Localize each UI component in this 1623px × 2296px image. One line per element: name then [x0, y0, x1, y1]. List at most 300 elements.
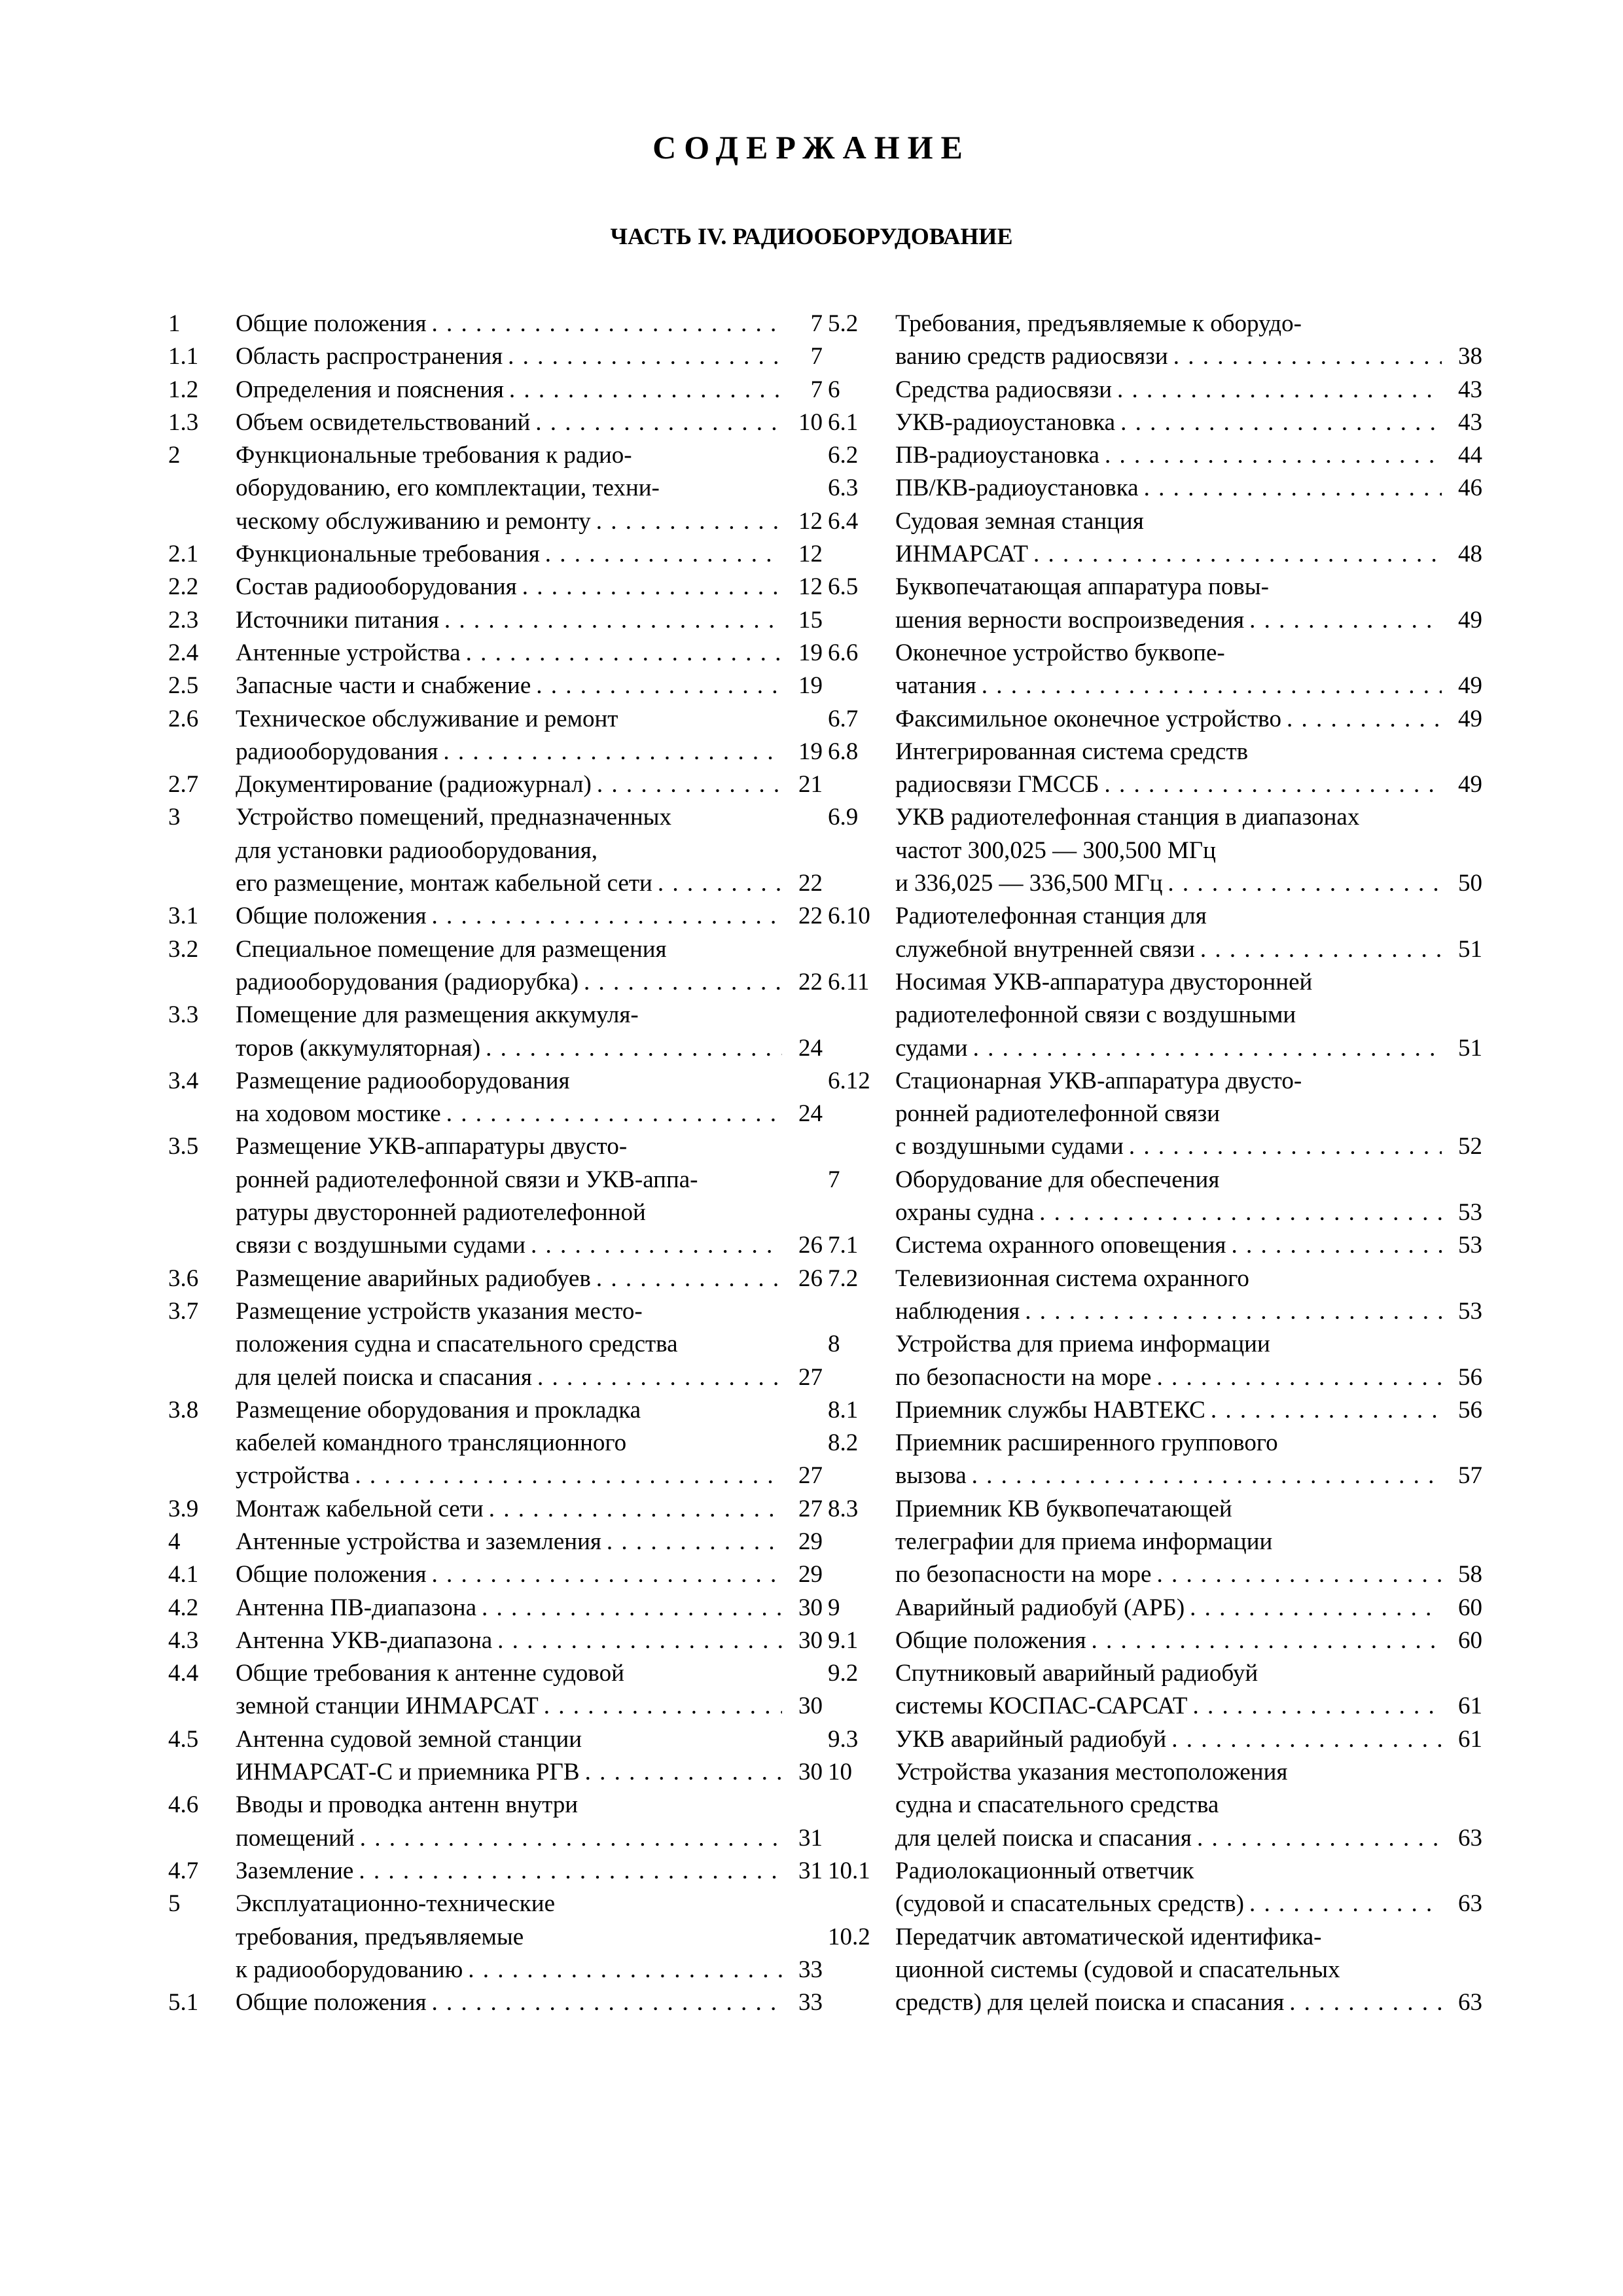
toc-entry-title: Общие положения — [236, 1989, 427, 2017]
toc-entry-page: 56 — [1458, 1396, 1482, 1424]
toc-entry-text-row — [236, 1328, 823, 1361]
toc-entry-page: 53 — [1458, 1232, 1482, 1259]
toc-entry-number: 3.6 — [168, 1265, 199, 1292]
toc-entry-number: 6.6 — [828, 639, 859, 666]
toc-entry-page: 30 — [798, 1594, 823, 1621]
toc-entry-line — [168, 1493, 823, 1526]
toc-entry-page: 53 — [1458, 1199, 1482, 1227]
toc-entry-title: телеграфии для приема информации — [895, 1528, 1273, 1555]
toc-entry-title: ПВ-радиоустановка — [895, 442, 1099, 469]
toc-entry[interactable] — [168, 1986, 823, 2019]
leader-dots — [1124, 1130, 1442, 1163]
toc-entry-text-row — [895, 439, 1482, 472]
toc-entry-line — [828, 867, 1482, 900]
leader-dots — [438, 736, 782, 768]
toc-entry-text-row — [895, 1789, 1482, 1821]
toc-entry-text-row — [236, 1657, 823, 1690]
toc-entry-title: Судовая земная станция — [895, 507, 1144, 535]
toc-entry-title: Спутниковый аварийный радиобуй — [895, 1660, 1258, 1687]
leader-dots — [530, 406, 782, 439]
toc-entry[interactable] — [168, 1130, 823, 1262]
toc-entry-line — [828, 1526, 1482, 1558]
toc-entry-text-row — [236, 374, 823, 406]
toc-entry[interactable] — [168, 1657, 823, 1723]
toc-entry-page: 31 — [798, 1857, 823, 1884]
toc-entry-page: 48 — [1458, 541, 1482, 568]
toc-entry-text-row — [895, 736, 1482, 768]
toc-entry-page: 30 — [798, 1693, 823, 1720]
toc-entry-page: 19 — [798, 672, 823, 700]
toc-entry-title: Общие положения — [236, 310, 427, 337]
toc-entry-number: 1.1 — [168, 343, 199, 370]
toc-entry-line — [828, 604, 1482, 637]
toc-entry[interactable] — [168, 1624, 823, 1657]
toc-entry-title: радиооборудования — [236, 738, 438, 765]
toc-entry-text-row — [895, 1526, 1482, 1558]
toc-entry-title: Вводы и проводка антенн внутри — [236, 1791, 579, 1819]
leader-dots — [1028, 538, 1442, 571]
toc-entry[interactable] — [828, 966, 1482, 1065]
toc-column-right — [828, 308, 1482, 2019]
toc-entry-text-row — [236, 637, 823, 670]
toc-entry-page: 43 — [1458, 376, 1482, 403]
toc-entry-title: связи с воздушными судами — [236, 1232, 526, 1259]
toc-entry-title: ванию средств радиосвязи — [895, 343, 1168, 370]
toc-entry-title: ционной системы (судовой и спасательных — [895, 1956, 1340, 1983]
toc-entry[interactable] — [828, 505, 1482, 571]
toc-entry-number: 3.8 — [168, 1396, 199, 1424]
toc-entry-number: 10 — [828, 1759, 852, 1786]
toc-entry[interactable] — [168, 308, 823, 340]
toc-entry[interactable] — [168, 933, 823, 999]
leader-dots — [1112, 374, 1442, 406]
toc-entry-title: Приемник службы НАВТЕКС — [895, 1396, 1205, 1424]
toc-entry-line — [828, 1493, 1482, 1526]
leader-dots — [1139, 472, 1442, 505]
toc-entry-title: кабелей командного трансляционного — [236, 1429, 627, 1457]
toc-entry-number: 8.2 — [828, 1429, 859, 1457]
toc-entry-line — [168, 670, 823, 702]
toc-entry-line — [168, 867, 823, 900]
toc-entry-line — [828, 736, 1482, 768]
toc-entry[interactable] — [828, 1263, 1482, 1329]
toc-entry-text-row — [895, 374, 1482, 406]
leader-dots — [441, 1098, 782, 1130]
toc-entry[interactable] — [168, 1723, 823, 1789]
toc-entry-line — [828, 505, 1482, 538]
toc-entry-line — [168, 1558, 823, 1591]
toc-entry[interactable] — [168, 801, 823, 900]
toc-entry[interactable] — [828, 1427, 1482, 1493]
toc-entry-title: на ходовом мостике — [236, 1100, 441, 1128]
toc-entry-text-row — [236, 1229, 823, 1262]
toc-entry-line — [828, 1130, 1482, 1163]
toc-entry-text-row — [895, 1822, 1482, 1855]
toc-entry-line — [828, 1196, 1482, 1229]
toc-entry-text-row — [236, 1624, 823, 1657]
leader-dots — [1166, 1723, 1442, 1756]
toc-entry-page: 24 — [798, 1100, 823, 1128]
toc-entry-line — [168, 1592, 823, 1624]
toc-entry-text-row — [236, 1822, 823, 1855]
toc-entry-text-row — [236, 1460, 823, 1492]
toc-entry-line — [168, 1822, 823, 1855]
toc-entry-number: 4.2 — [168, 1594, 199, 1621]
toc-entry-title: Источники питания — [236, 606, 439, 634]
toc-entry-page: 56 — [1458, 1363, 1482, 1391]
toc-entry-number: 5 — [168, 1890, 181, 1918]
toc-entry-title: Запасные части и снабжение — [236, 672, 531, 700]
toc-entry-title: помещений — [236, 1824, 355, 1852]
toc-entry-text-row — [236, 900, 823, 933]
toc-entry-page: 33 — [798, 1989, 823, 2017]
toc-entry[interactable] — [828, 472, 1482, 505]
toc-entry-text-row — [236, 1263, 823, 1295]
toc-entry-line — [828, 834, 1482, 867]
toc-entry-line — [168, 472, 823, 505]
toc-entry-line — [828, 1921, 1482, 1954]
toc-entry[interactable] — [168, 1592, 823, 1624]
toc-entry-number: 3 — [168, 804, 181, 831]
toc-entry-title: Техническое обслуживание и ремонт — [236, 705, 618, 732]
toc-entry-title: Монтаж кабельной сети — [236, 1495, 484, 1522]
leader-dots — [526, 1229, 782, 1262]
toc-entry-page: 49 — [1458, 606, 1482, 634]
toc-entry-line — [168, 1263, 823, 1295]
toc-entry-page: 60 — [1458, 1626, 1482, 1654]
toc-entry[interactable] — [168, 1295, 823, 1394]
leader-dots — [492, 1624, 782, 1657]
toc-entry-text-row — [236, 768, 823, 801]
toc-entry-number: 6.2 — [828, 442, 859, 469]
toc-entry[interactable] — [828, 1164, 1482, 1230]
toc-entry-number: 5.2 — [828, 310, 859, 337]
toc-entry-title: УКВ-радиоустановка — [895, 408, 1116, 436]
toc-entry[interactable] — [828, 703, 1482, 736]
toc-entry-number: 4 — [168, 1528, 181, 1555]
toc-entry[interactable] — [168, 1855, 823, 1888]
toc-entry-line — [828, 1427, 1482, 1460]
toc-entry-line — [168, 1624, 823, 1657]
toc-entry[interactable] — [828, 1229, 1482, 1262]
toc-entry[interactable] — [168, 340, 823, 373]
leader-dots — [480, 1032, 782, 1065]
toc-entry-line — [828, 1690, 1482, 1723]
toc-entry-text-row — [895, 1657, 1482, 1690]
toc-entry-number: 1.2 — [168, 376, 199, 403]
toc-entry[interactable] — [828, 1855, 1482, 1921]
toc-entry-number: 7.2 — [828, 1265, 859, 1292]
toc-entry-text-row — [236, 933, 823, 966]
toc-entry-title: Интегрированная система средств — [895, 738, 1249, 765]
toc-entry-text-row — [236, 1032, 823, 1065]
toc-entry[interactable] — [168, 538, 823, 571]
leader-dots — [601, 1526, 782, 1558]
leader-dots — [426, 1986, 782, 2019]
leader-dots — [591, 1263, 782, 1295]
toc-entry-line — [168, 505, 823, 538]
toc-entry-line — [168, 571, 823, 603]
toc-entry-page: 53 — [1458, 1297, 1482, 1325]
toc-entry-line — [168, 604, 823, 637]
toc-entry-number: 3.9 — [168, 1495, 199, 1522]
toc-entry-page: 22 — [798, 903, 823, 930]
toc-entry[interactable] — [828, 571, 1482, 637]
toc-entry-line — [828, 933, 1482, 966]
leader-dots — [1281, 703, 1442, 736]
toc-entry-line — [168, 801, 823, 834]
toc-entry-title: Радиолокационный ответчик — [895, 1857, 1194, 1884]
toc-entry-number: 6.8 — [828, 738, 859, 765]
toc-entry-text-row — [236, 703, 823, 736]
toc-entry-text-row — [236, 1855, 823, 1888]
leader-dots — [579, 966, 782, 999]
toc-entry[interactable] — [168, 670, 823, 702]
toc-entry[interactable] — [168, 374, 823, 406]
toc-entry-page: 30 — [798, 1626, 823, 1654]
toc-entry-page: 12 — [798, 573, 823, 601]
leader-dots — [1086, 1624, 1442, 1657]
toc-entry-line — [828, 1558, 1482, 1591]
toc-entry[interactable] — [168, 703, 823, 769]
toc-entry[interactable] — [828, 637, 1482, 703]
toc-entry[interactable] — [168, 1493, 823, 1526]
toc-entry-number: 4.1 — [168, 1561, 199, 1588]
toc-entry-page: 63 — [1458, 1824, 1482, 1852]
toc-entry-number: 4.4 — [168, 1660, 199, 1687]
toc-entry[interactable] — [828, 308, 1482, 374]
toc-entry-text-row — [895, 1855, 1482, 1888]
toc-entry[interactable] — [168, 1558, 823, 1591]
toc-entry-page: 7 — [810, 310, 823, 337]
toc-entry-text-row — [895, 933, 1482, 966]
toc-entry-page: 57 — [1458, 1462, 1482, 1490]
toc-entry-line — [828, 1164, 1482, 1196]
toc-entry-line — [828, 966, 1482, 999]
leader-dots — [532, 1361, 782, 1394]
toc-entry[interactable] — [828, 1657, 1482, 1723]
toc-entry-line — [828, 703, 1482, 736]
toc-entry[interactable] — [168, 406, 823, 439]
toc-entry-text-row — [236, 1065, 823, 1098]
toc-entry[interactable] — [168, 439, 823, 538]
toc-entry-number: 6.11 — [828, 968, 870, 996]
toc-entry[interactable] — [168, 1065, 823, 1131]
toc-entry-page: 7 — [810, 343, 823, 370]
toc-entry-title: ПВ/КВ-радиоустановка — [895, 475, 1139, 502]
toc-entry-text-row — [895, 1394, 1482, 1427]
toc-entry-page: 49 — [1458, 705, 1482, 732]
leader-dots — [976, 670, 1442, 702]
toc-entry-line — [828, 1032, 1482, 1065]
toc-entry[interactable] — [168, 1888, 823, 1986]
toc-entry-line — [828, 1361, 1482, 1394]
toc-entry[interactable] — [168, 604, 823, 637]
page-title: СОДЕРЖАНИЕ — [652, 129, 971, 166]
toc-entry[interactable] — [828, 1493, 1482, 1592]
toc-entry-title: требования, предъявляемые — [236, 1923, 524, 1950]
toc-entry[interactable] — [168, 1394, 823, 1493]
toc-entry-line — [828, 340, 1482, 373]
toc-entry[interactable] — [828, 1592, 1482, 1624]
toc-entry-number: 5.1 — [168, 1989, 199, 2017]
toc-entry-number: 3.1 — [168, 903, 199, 930]
toc-entry-title: Антенна судовой земной станции — [236, 1725, 582, 1753]
toc-entry-line — [168, 538, 823, 571]
toc-entry-text-row — [895, 571, 1482, 603]
toc-entry-line — [168, 1756, 823, 1789]
toc-entry-page: 61 — [1458, 1725, 1482, 1753]
toc-entry-line — [828, 538, 1482, 571]
toc-entry[interactable] — [168, 571, 823, 603]
toc-entry-title: Документирование (радиожурнал) — [236, 771, 592, 798]
toc-entry[interactable] — [828, 1723, 1482, 1756]
toc-entry-text-row — [236, 505, 823, 538]
toc-entry-line — [168, 1789, 823, 1821]
toc-entry[interactable] — [828, 1921, 1482, 2020]
toc-entry-text-row — [236, 1723, 823, 1756]
toc-entry-number: 2.4 — [168, 639, 199, 666]
toc-entry-number: 6.3 — [828, 475, 859, 502]
toc-entry-page: 49 — [1458, 771, 1482, 798]
toc-entry[interactable] — [828, 374, 1482, 406]
toc-entry-text-row — [895, 1328, 1482, 1361]
toc-entry-text-row — [895, 1986, 1482, 2019]
toc-entry-number: 8.3 — [828, 1495, 859, 1522]
toc-entry-title: по безопасности на море — [895, 1363, 1152, 1391]
toc-entry[interactable] — [168, 637, 823, 670]
toc-entry-page: 52 — [1458, 1133, 1482, 1160]
toc-entry-line — [828, 801, 1482, 834]
toc-entry-number: 6 — [828, 376, 840, 403]
leader-dots — [968, 1032, 1442, 1065]
leader-dots — [1099, 768, 1442, 801]
toc-entry-text-row — [236, 1558, 823, 1591]
toc-entry-line — [828, 1789, 1482, 1821]
toc-entry-line — [828, 1657, 1482, 1690]
toc-entry-title: (судовой и спасательных средств) — [895, 1890, 1244, 1918]
toc-entry-title: вызова — [895, 1462, 967, 1490]
toc-entry-title: торов (аккумуляторная) — [236, 1034, 481, 1062]
leader-dots — [1115, 406, 1442, 439]
toc-entry-number: 3.4 — [168, 1067, 199, 1094]
toc-entry[interactable] — [168, 768, 823, 801]
toc-entry-number: 2 — [168, 442, 181, 469]
toc-entry-number: 3.3 — [168, 1001, 199, 1029]
toc-entry-text-row — [236, 1196, 823, 1229]
toc-entry-number: 6.12 — [828, 1067, 870, 1094]
toc-entry-text-row — [895, 1098, 1482, 1130]
toc-entry-page: 58 — [1458, 1561, 1482, 1588]
toc-entry-title: Размещение аварийных радиобуев — [236, 1265, 591, 1292]
toc-entry-text-row — [895, 1723, 1482, 1756]
toc-entry-text-row — [236, 1690, 823, 1723]
toc-entry-line — [168, 933, 823, 966]
leader-dots — [1034, 1196, 1442, 1229]
toc-entry-title: Функциональные требования — [236, 541, 540, 568]
toc-entry-text-row — [895, 505, 1482, 538]
toc-entry-title: Средства радиосвязи — [895, 376, 1112, 403]
toc-entry[interactable] — [828, 1624, 1482, 1657]
toc-entry[interactable] — [828, 439, 1482, 472]
toc-entry-text-row — [895, 1427, 1482, 1460]
toc-entry[interactable] — [828, 801, 1482, 900]
toc-entry[interactable] — [168, 1526, 823, 1558]
toc-entry[interactable] — [168, 1263, 823, 1295]
toc-entry-title: Аварийный радиобуй (АРБ) — [895, 1594, 1185, 1621]
toc-entry[interactable] — [828, 1756, 1482, 1855]
toc-entry-text-row — [236, 1921, 823, 1954]
toc-entry-number: 2.6 — [168, 705, 199, 732]
toc-entry-text-row — [895, 1295, 1482, 1328]
toc-entry-line — [828, 308, 1482, 340]
toc-entry-title: Стационарная УКВ-аппаратура двусто- — [895, 1067, 1302, 1094]
toc-entry-line — [168, 1657, 823, 1690]
leader-dots — [439, 604, 782, 637]
leader-dots — [353, 1855, 782, 1888]
toc-entry-title: Функциональные требования к радио- — [236, 442, 632, 469]
toc-column-left — [168, 308, 823, 2019]
toc-entry[interactable] — [828, 1394, 1482, 1427]
toc-entry-text-row — [895, 1032, 1482, 1065]
toc-entry-title: его размещение, монтаж кабельной сети — [236, 870, 652, 897]
toc-entry-text-row — [236, 1130, 823, 1163]
toc-entry[interactable] — [168, 900, 823, 933]
toc-entry-title: Антенна УКВ-диапазона — [236, 1626, 493, 1654]
toc-entry-number: 6.1 — [828, 408, 859, 436]
toc-entry-text-row — [895, 1263, 1482, 1295]
toc-entry-line — [828, 1394, 1482, 1427]
toc-entry-page: 38 — [1458, 343, 1482, 370]
toc-entry-line — [828, 1756, 1482, 1789]
toc-entry-line — [168, 1460, 823, 1492]
toc-entry[interactable] — [828, 1328, 1482, 1394]
toc-entry-text-row — [236, 1493, 823, 1526]
toc-entry-text-row — [236, 472, 823, 505]
toc-entry-line — [828, 439, 1482, 472]
toc-entry-page: 31 — [798, 1824, 823, 1852]
toc-entry-text-row — [236, 736, 823, 768]
toc-entry-text-row — [895, 1493, 1482, 1526]
toc-entry-title: Общие положения — [236, 1561, 427, 1588]
toc-entry-page: 29 — [798, 1528, 823, 1555]
toc-entry-page: 10 — [798, 408, 823, 436]
toc-entry-title: Помещение для размещения аккумуля- — [236, 1001, 639, 1029]
toc-entry-number: 2.7 — [168, 771, 199, 798]
toc-entry-number: 4.5 — [168, 1725, 199, 1753]
toc-entry-title: Система охранного оповещения — [895, 1232, 1226, 1259]
leader-dots — [1151, 1558, 1442, 1591]
toc-entry-text-row — [236, 406, 823, 439]
toc-entry-title: по безопасности на море — [895, 1561, 1152, 1588]
toc-entry-page: 26 — [798, 1265, 823, 1292]
toc-entry-title: ронней радиотелефонной связи и УКВ-аппа- — [236, 1166, 698, 1193]
toc-entry-title: Объем освидетельствований — [236, 408, 531, 436]
toc-entry[interactable] — [828, 1065, 1482, 1164]
toc-entry-title: Радиотелефонная станция для — [895, 903, 1207, 930]
leader-dots — [426, 308, 782, 340]
toc-entry-text-row — [895, 834, 1482, 867]
toc-entry-title: шения верности воспроизведения — [895, 606, 1245, 634]
toc-entry[interactable] — [168, 999, 823, 1065]
toc-entry[interactable] — [828, 900, 1482, 966]
toc-entry-title: для установки радиооборудования, — [236, 836, 597, 864]
toc-entry[interactable] — [828, 736, 1482, 802]
toc-entry[interactable] — [828, 406, 1482, 439]
toc-entry-title: Устройство помещений, предназначенных — [236, 804, 672, 831]
toc-entry-title: Антенна ПВ-диапазона — [236, 1594, 477, 1621]
toc-entry[interactable] — [168, 1789, 823, 1855]
